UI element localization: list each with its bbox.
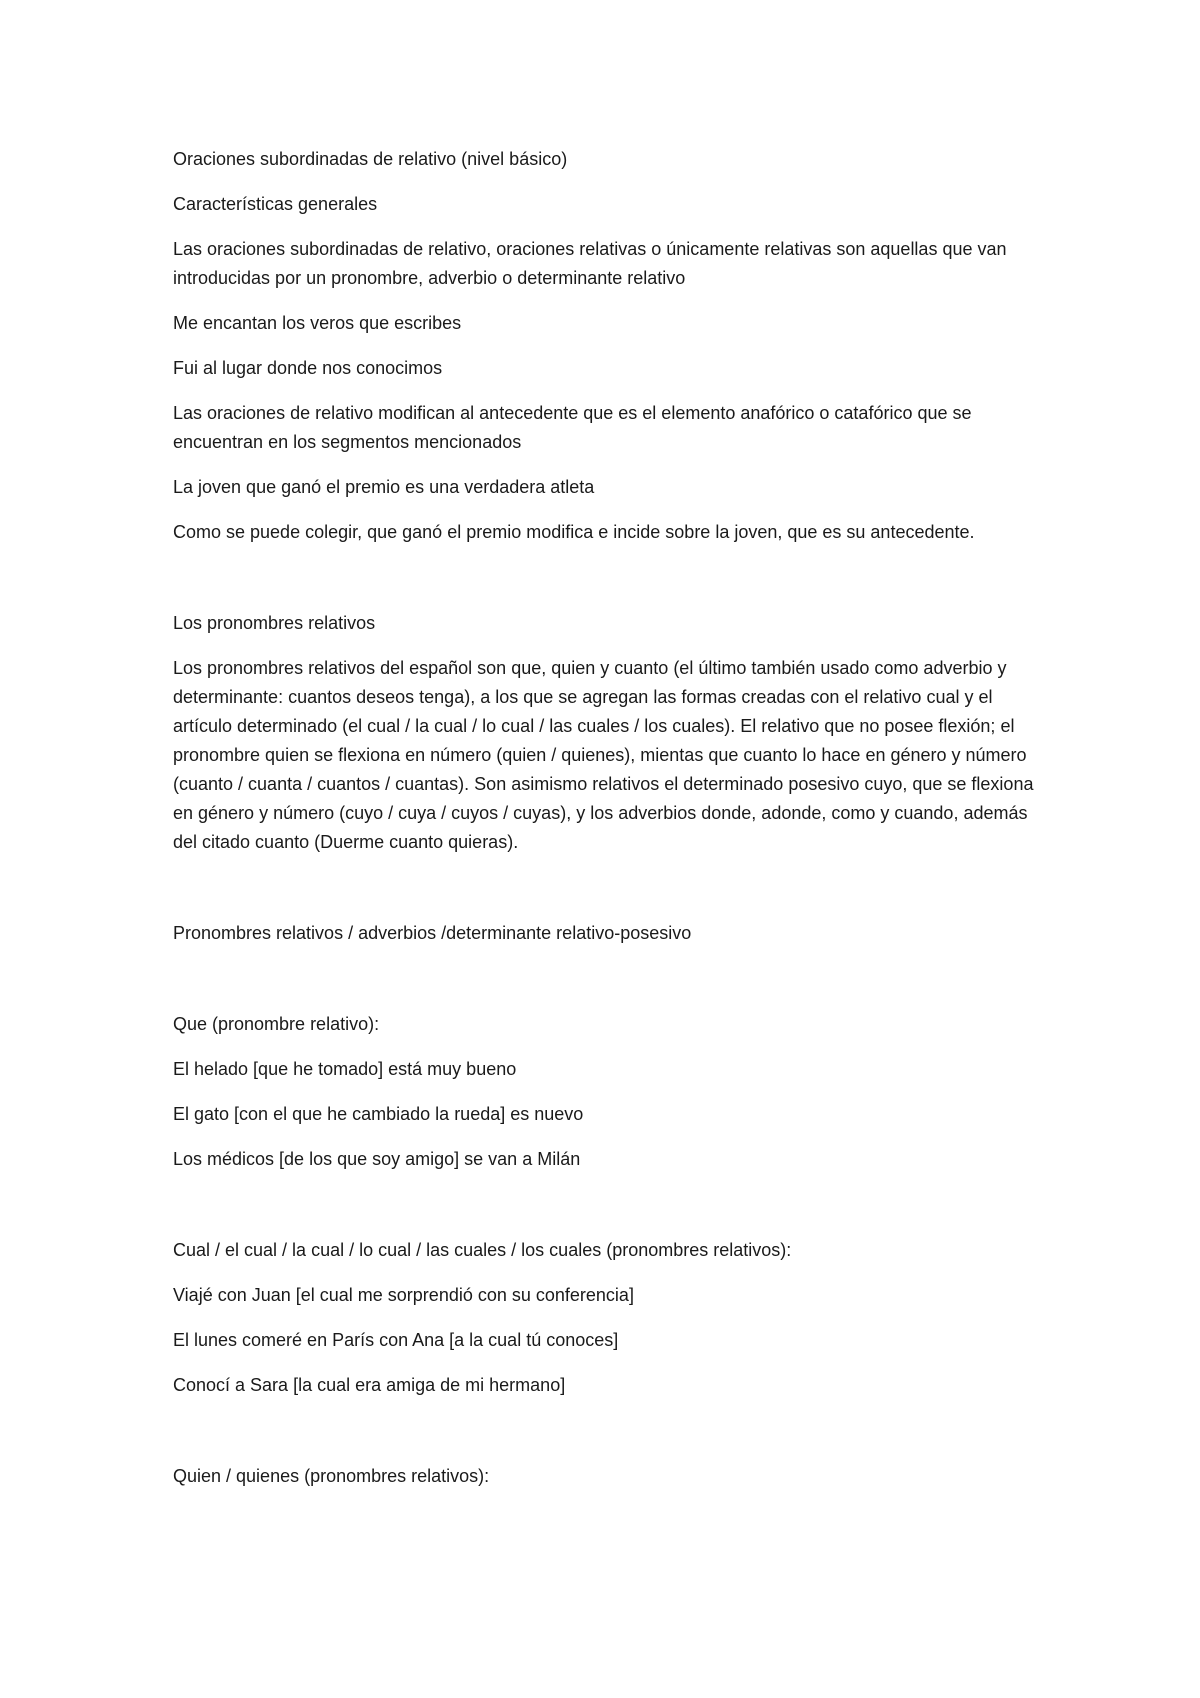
paragraph: Como se puede colegir, que ganó el premio modifica e incide sobre la joven, que es su antecedente. <box>173 522 975 542</box>
example-sentence: Me encantan los veros que escribes <box>173 313 462 333</box>
example-sentence: Fui al lugar donde nos conocimos <box>173 358 443 378</box>
document-title: Oraciones subordinadas de relativo (nivel básico) <box>173 149 568 169</box>
spacer <box>173 1190 1053 1236</box>
example-sentence: Los médicos [de los que soy amigo] se van a Milán <box>173 1149 581 1169</box>
spacer <box>173 563 1053 609</box>
paragraph: Las oraciones subordinadas de relativo, oraciones relativas o únicamente relativas son aquellas que van introducidas por un pronombre, adverbio o determinante relativo <box>173 239 1007 288</box>
document-body <box>173 145 1053 1507</box>
example-sentence: El lunes comeré en París con Ana [a la cual tú conoces] <box>173 1330 619 1350</box>
spacer <box>173 1416 1053 1462</box>
section-heading-que: Que (pronombre relativo): <box>173 1014 380 1034</box>
section-heading-quien: Quien / quienes (pronombres relativos): <box>173 1466 490 1486</box>
section-heading-caracteristicas: Características generales <box>173 194 378 214</box>
example-sentence: El gato [con el que he cambiado la rueda] es nuevo <box>173 1104 584 1124</box>
paragraph: Las oraciones de relativo modifican al antecedente que es el elemento anafórico o catafórico que se encuentran en los segmentos mencionados <box>173 403 972 452</box>
section-heading-cual: Cual / el cual / la cual / lo cual / las cuales / los cuales (pronombres relativos): <box>173 1240 792 1260</box>
example-sentence: Viajé con Juan [el cual me sorprendió con su conferencia] <box>173 1285 634 1305</box>
paragraph: Los pronombres relativos del español son que, quien y cuanto (el último también usado como adverbio y determinante: cuantos deseos tenga), a los que se agregan las formas creadas con el relativo cual y el artículo determinado (el cual / la cual / lo cual / las cuales / los cuales). El relativo que no posee flexión; el pronombre quien se flexiona en número (quien / quienes), mientas que cuanto lo hace en género y número (cuanto / cuanta / cuantos / cuantas). Son asimismo relativos el determinado posesivo cuyo, que se flexiona en género y número (cuyo / cuya / cuyos / cuyas), y los adverbios donde, adonde, como y cuando, además del citado cuanto (Duerme cuanto quieras). <box>173 658 1034 852</box>
section-heading-clasificacion: Pronombres relativos / adverbios /determinante relativo-posesivo <box>173 923 692 943</box>
spacer <box>173 873 1053 919</box>
spacer <box>173 964 1053 1010</box>
section-heading-pronombres-relativos: Los pronombres relativos <box>173 613 376 633</box>
example-sentence: El helado [que he tomado] está muy bueno <box>173 1059 517 1079</box>
example-sentence: La joven que ganó el premio es una verdadera atleta <box>173 477 595 497</box>
example-sentence: Conocí a Sara [la cual era amiga de mi hermano] <box>173 1375 566 1395</box>
